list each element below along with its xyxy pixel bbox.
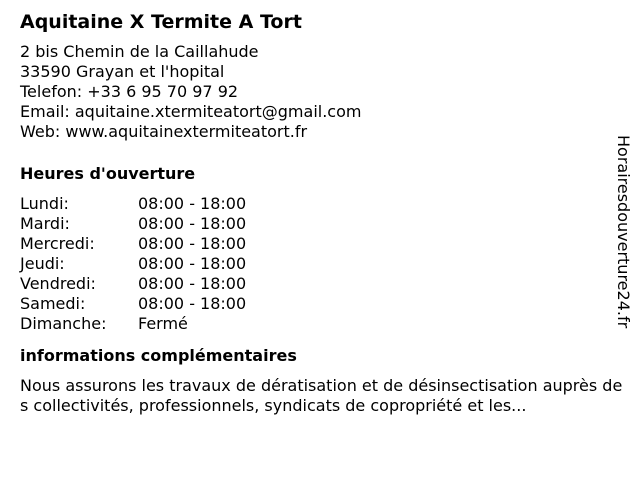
hours-time: 08:00 - 18:00	[138, 214, 247, 233]
hours-row-wednesday	[20, 234, 610, 254]
additional-info-text: Nous assurons les travaux de dératisation et de désinsectisation auprès des collectivités, professionnels, syndicats de copropriété et les...	[20, 376, 623, 415]
web-label: Web:	[20, 122, 61, 141]
hours-row-sunday	[20, 314, 610, 334]
opening-hours-heading: Heures d'ouverture	[20, 164, 196, 183]
phone-row	[20, 82, 610, 102]
opening-hours-table	[20, 194, 610, 334]
email-label: Email:	[20, 102, 70, 121]
hours-row-tuesday	[20, 214, 610, 234]
phone-number[interactable]: +33 6 95 70 97 92	[87, 82, 239, 101]
address-line-1: 2 bis Chemin de la Caillahude	[20, 42, 259, 61]
address-line-2: 33590 Grayan et l'hopital	[20, 62, 225, 81]
email-link[interactable]: aquitaine.xtermiteatort@gmail.com	[74, 102, 362, 121]
hours-day: Jeudi:	[20, 254, 65, 273]
web-row	[20, 122, 610, 142]
hours-time: 08:00 - 18:00	[138, 194, 247, 213]
hours-day: Dimanche:	[20, 314, 107, 333]
web-link[interactable]: www.aquitainextermiteatort.fr	[65, 122, 308, 141]
phone-label: Telefon:	[20, 82, 83, 101]
hours-day: Mercredi:	[20, 234, 95, 253]
hours-day: Mardi:	[20, 214, 70, 233]
hours-row-saturday	[20, 294, 610, 314]
email-row	[20, 102, 610, 122]
hours-time: Fermé	[138, 314, 188, 333]
hours-day: Samedi:	[20, 294, 86, 313]
hours-row-friday	[20, 274, 610, 294]
hours-time: 08:00 - 18:00	[138, 274, 247, 293]
hours-time: 08:00 - 18:00	[138, 254, 247, 273]
business-name: Aquitaine X Termite A Tort	[20, 11, 302, 33]
hours-time: 08:00 - 18:00	[138, 234, 247, 253]
hours-time: 08:00 - 18:00	[138, 294, 247, 313]
hours-day: Lundi:	[20, 194, 69, 213]
business-card	[20, 10, 623, 416]
hours-row-monday	[20, 194, 610, 214]
site-watermark: Horairesdouverture24.fr	[614, 135, 633, 329]
hours-row-thursday	[20, 254, 610, 274]
hours-day: Vendredi:	[20, 274, 96, 293]
additional-info-heading: informations complémentaires	[20, 346, 297, 365]
